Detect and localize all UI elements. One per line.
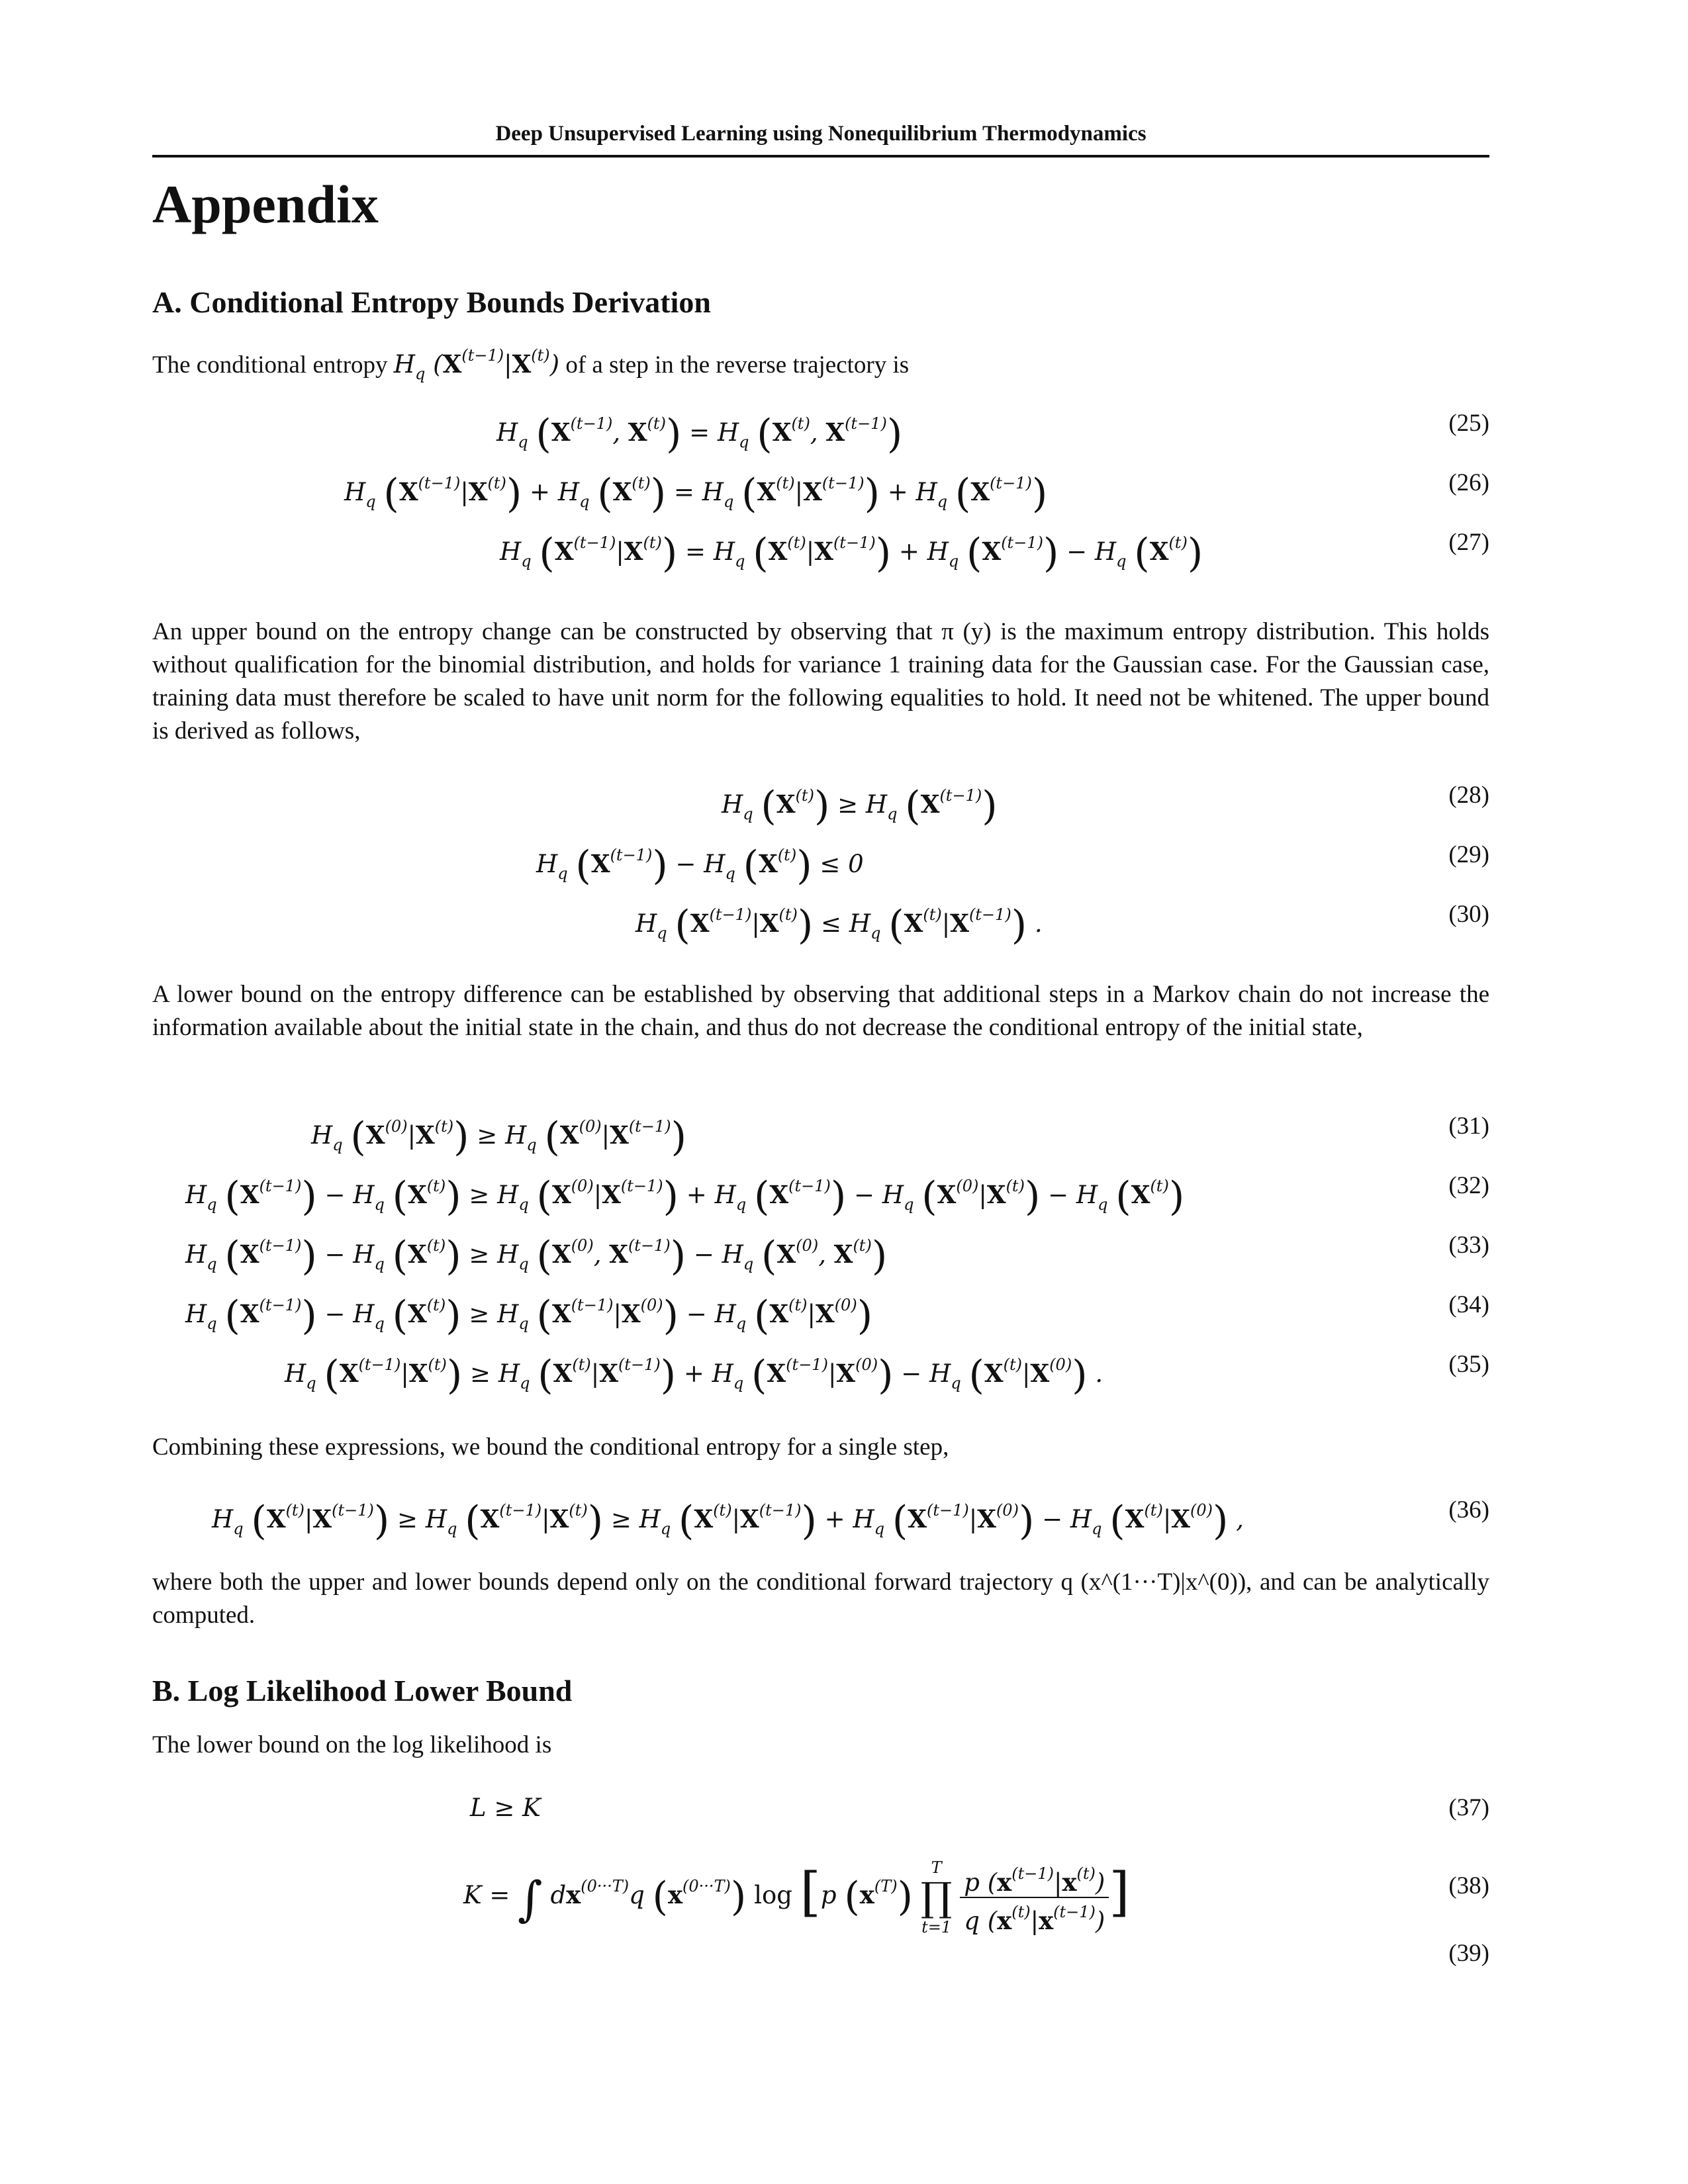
- running-header: Deep Unsupervised Learning using Nonequilibrium Thermodynamics: [495, 122, 1147, 146]
- equation-31: $H_q$ $(X^{(0)}|X^{(t)}) \ge H_q$ $(X^{(0)}|X^{(t-1)})$ (31): [152, 1100, 1489, 1153]
- section-a-lower-bound-paragraph: A lower bound on the entropy difference can be established by observing that additional steps in a Markov chain do not increase the information available about the initial state in the chain, and thus do not decrease the conditional entropy of the initial state,: [152, 981, 1489, 1041]
- equation-number: (25): [1448, 410, 1489, 437]
- equation-26: $H_q$ $(X^{(t-1)}|X^{(t)}) + H_q$ $(X^{(t)}) = H_q$ $(X^{(t)}|X^{(t-1)}) + H_q$ $(X^{(t-1)})$ (26): [152, 457, 1489, 510]
- equation-number: (32): [1448, 1172, 1489, 1199]
- equation-32: $H_q$ $(X^{(t-1)}) - H_q$ $(X^{(t)}) \ge H_q$ $(X^{(0)}|X^{(t-1)}) + H_q$ $(X^{(t-1)}) - H_q$ $(X^{(0)}|X^{(t)}) - H_q$ $(X^{(t)})$ (32): [152, 1160, 1489, 1212]
- equation-number: (35): [1448, 1351, 1489, 1378]
- equation-30: $H_q$ $(X^{(t-1)}|X^{(t)}) \le H_q$ $(X^{(t)}|X^{(t-1)})$ . (30): [152, 888, 1489, 941]
- equation-39: [152, 1927, 1489, 1980]
- equation-number: (31): [1448, 1113, 1489, 1140]
- section-a-upper-bound-paragraph: An upper bound on the entropy change can be constructed by observing that π (y) is the maximum entropy distribution. This holds without qualification for the binomial distribution, and holds for variance 1 training data for the Gaussian case. For the Gaussian case, training data must therefore be scaled to have unit norm for the following equalities to hold. It need not be whitened. The upper bound is derived as follows,: [152, 618, 1489, 745]
- section-b-heading: B. Log Likelihood Lower Bound: [152, 1674, 573, 1707]
- equation-34: $H_q$ $(X^{(t-1)}) - H_q$ $(X^{(t)}) \ge H_q$ $(X^{(t-1)}|X^{(0)}) - H_q$ $(X^{(t)}|X^{(0)})$ (34): [152, 1279, 1489, 1332]
- header-rule: [152, 155, 1489, 158]
- equation-37: L ≥ K (37): [152, 1782, 1489, 1835]
- equation-35: $H_q$ $(X^{(t-1)}|X^{(t)}) \ge H_q$ $(X^{(t)}|X^{(t-1)}) + H_q$ $(X^{(t-1)}|X^{(0)}) - H_q$ $(X^{(t)}|X^{(0)})$ . (35): [152, 1338, 1489, 1391]
- equation-number: (36): [1448, 1496, 1489, 1524]
- section-a-combine-paragraph: Combining these expressions, we bound the conditional entropy for a single step,: [152, 1433, 949, 1461]
- section-a-heading: A. Conditional Entropy Bounds Derivation: [152, 285, 711, 319]
- equation-25: $H_q$ ($X^{(t-1)}$, $X^{(t)}) = H_q$ ($X^{(t)}$, $X^{(t-1)}$) (25): [152, 397, 1489, 450]
- equation-number: (33): [1448, 1232, 1489, 1259]
- equation-number: (34): [1448, 1291, 1489, 1318]
- equation-38: K = ∫ $dx^{(0\cdot\cdot\cdot T)}q$ $(x^{(0\cdot\cdot\cdot T)})$ log [p $(x^{(T)})$ T ∏ t=1 $\frac{p (x^{(t-1)}|x^{(t)})}{q (x^{(t)}|x^{(t-1)})}$ ] (38): [152, 1846, 1489, 1926]
- equation-33: $H_q$ $(X^{(t-1)}) - H_q$ $(X^{(t)}) \ge H_q$ ($X^{(0)}$, $X^{(t-1)}) - H_q$ ($X^{(0)}$, $X^{(t)}$) (33): [152, 1219, 1489, 1272]
- equation-number: (37): [1448, 1794, 1489, 1821]
- equation-number: (38): [1448, 1872, 1489, 1899]
- equation-27: $H_q$ $(X^{(t-1)}|X^{(t)}) = H_q$ $(X^{(t)}|X^{(t-1)}) + H_q$ $(X^{(t-1)}) - H_q$ $(X^{(t)})$ (27): [152, 516, 1489, 569]
- equation-number: (29): [1448, 841, 1489, 868]
- equation-number: (39): [1448, 1940, 1489, 1967]
- equation-28: $H_q$ $(X^{(t)}) \ge H_q$ $(X^{(t-1)})$ (28): [152, 769, 1489, 822]
- equation-number: (27): [1448, 529, 1489, 556]
- equation-number: (26): [1448, 469, 1489, 496]
- equation-number: (30): [1448, 901, 1489, 928]
- section-a-intro: The conditional entropy $H_q$ $(X^{(t-1)}|X^{(t)})$ of a step in the reverse trajectory is: [152, 346, 910, 383]
- intro-inline-math: $H_q$ $(X^{(t-1)}|X^{(t)})$: [393, 346, 560, 383]
- page-title: Appendix: [152, 174, 379, 234]
- section-b-intro: The lower bound on the log likelihood is: [152, 1731, 552, 1758]
- equation-36: $H_q$ $(X^{(t)}|X^{(t-1)}) \ge H_q$ $(X^{(t-1)}|X^{(t)}) \ge H_q$ $(X^{(t)}|X^{(t-1)}) + H_q$ $(X^{(t-1)}|X^{(0)}) - H_q$ $(X^{(t)}|X^{(0)})$ , (36): [152, 1484, 1489, 1537]
- section-a-where-paragraph: where both the upper and lower bounds depend only on the conditional forward trajectory q (x^(1···T)|x^(0)), and can be analytically computed.: [152, 1569, 1489, 1629]
- equation-number: (28): [1448, 782, 1489, 809]
- equation-29: $H_q$ $(X^{(t-1)}) - H_q$ $(X^{(t)}) \le 0$ (29): [152, 829, 1489, 882]
